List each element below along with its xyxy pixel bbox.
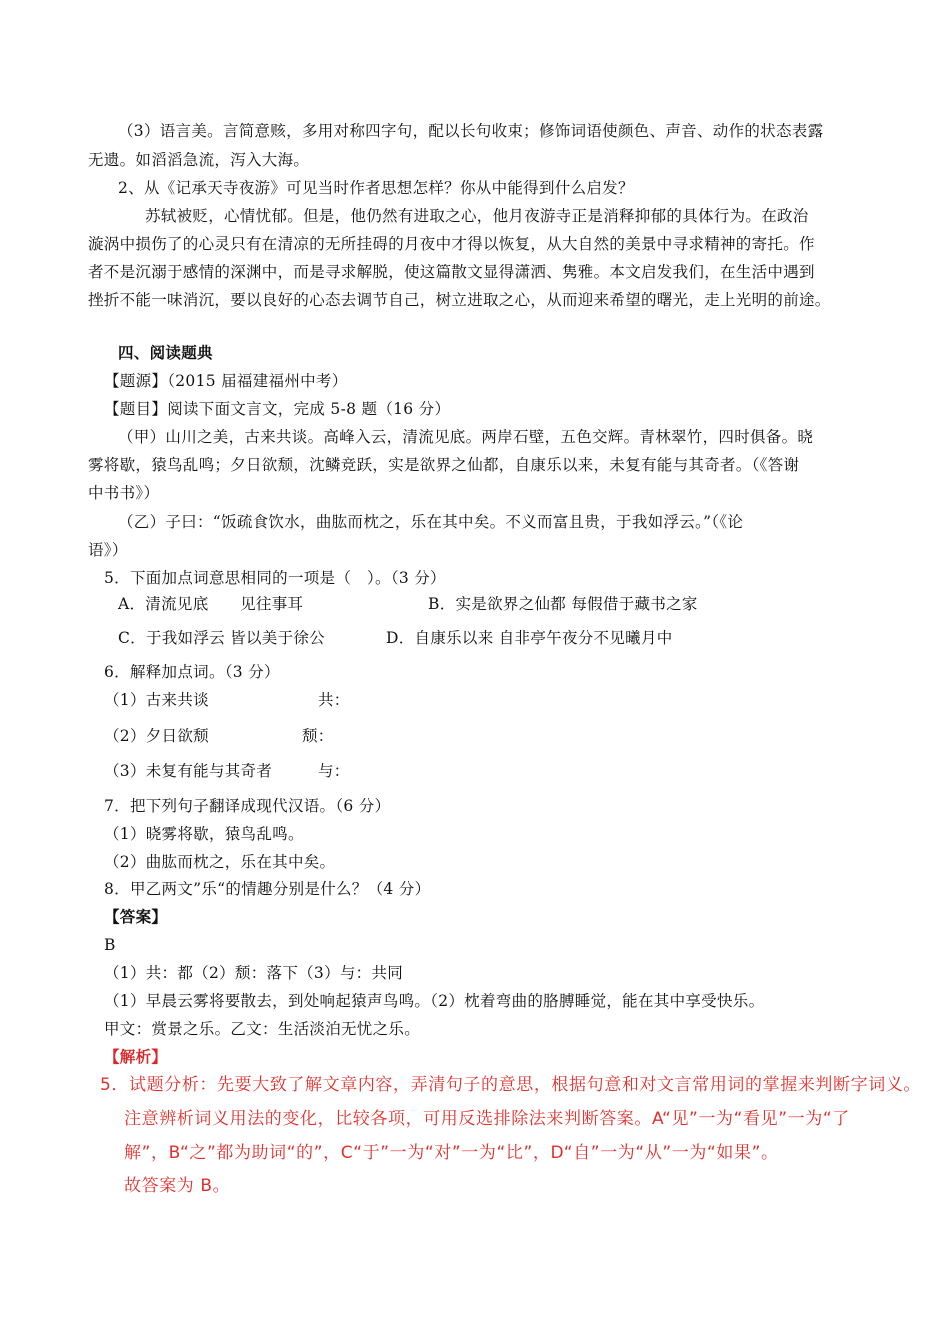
question-prompt: 【题目】阅读下面文言文，完成 5-8 题（16 分）: [104, 400, 451, 418]
analysis-line2: 注意辨析词义用法的变化，比较各项，可用反选排除法来判断答案。A“见”一为“看见”一为“了: [124, 1109, 850, 1129]
question-7-item1: （1）晓雾将歇，猿鸟乱鸣。: [104, 825, 304, 843]
analysis-heading: 【解析】: [104, 1048, 168, 1066]
question-5: 5．下面加点词意思相同的一项是（ ）。（3 分）: [104, 569, 446, 587]
answer-2-line2: 漩涡中损伤了的心灵只有在清凉的无所挂碍的月夜中才得以恢复，从大自然的美景中寻求精神的寄托。作: [88, 235, 815, 253]
question-5-option-d: D．自康乐以来 自非亭午夜分不见曦月中: [386, 629, 673, 647]
question-7-item2: （2）曲肱而枕之，乐在其中矣。: [104, 853, 336, 871]
question-6-item3-blank: 与：: [318, 762, 350, 780]
answer-2-line4: 挫折不能一味消沉，要以良好的心态去调节自己，树立进取之心，从而迎来希望的曙光，走上光明的前途。: [88, 291, 831, 309]
answer-2-line1: 苏轼被贬，心情忧郁。但是，他仍然有进取之心，他月夜游寺正是消释抑郁的具体行为。在政治: [145, 207, 809, 225]
question-6-item1-blank: 共：: [318, 691, 350, 709]
analysis-line1: 5．试题分析：先要大致了解文章内容，弄清句子的意思，根据句意和对文言常用词的掌握来判断字词义。: [100, 1075, 922, 1095]
answer-heading: 【答案】: [104, 907, 168, 926]
passage-yi-line2: 语》）: [88, 541, 128, 559]
question-6: 6．解释加点词。（3 分）: [104, 663, 280, 681]
passage-jia-line3: 中书书》）: [88, 484, 160, 502]
answer-8: 甲文：赏景之乐。乙文：生活淡泊无忧之乐。: [104, 1020, 421, 1038]
question-6-item1: （1）古来共谈: [104, 691, 209, 709]
item3-line2: 无遗。如滔滔急流，泻入大海。: [88, 151, 310, 169]
question-6-item2: （2）夕日欲颓: [104, 727, 209, 745]
question-5-option-c: C．于我如浮云 皆以美于徐公: [118, 629, 325, 647]
question-6-item2-blank: 颓：: [302, 727, 334, 745]
passage-jia-line2: 雾将歇，猿鸟乱鸣；夕日欲颓，沈鳞竞跃，实是欲界之仙都，自康乐以来，未复有能与其奇者。（《答谢: [88, 456, 800, 474]
answer-6: （1）共：都（2）颓：落下（3）与：共同: [104, 964, 404, 982]
passage-yi-line1: （乙）子曰：“饭疏食饮水，曲肱而枕之，乐在其中矣。不义而富且贵，于我如浮云。”（《论: [118, 513, 744, 531]
analysis-line4: 故答案为 B。: [124, 1176, 231, 1196]
question-5-option-a: A．清流见底 见往事耳: [118, 595, 304, 613]
section-heading: 四、阅读题典: [118, 343, 213, 362]
question-source: 【题源】（2015 届福建福州中考）: [104, 372, 348, 390]
question-2: 2、从《记承天寺夜游》可见当时作者思想怎样？你从中能得到什么启发？: [118, 179, 634, 197]
question-5-option-b: B．实是欲界之仙都 每假借于藏书之家: [428, 595, 698, 613]
question-6-item3: （3）未复有能与其奇者: [104, 762, 273, 780]
answer-7: （1）早晨云雾将要散去，到处响起猿声鸟鸣。（2）枕着弯曲的胳膊睡觉，能在其中享受快乐。: [104, 992, 765, 1010]
passage-jia-line1: （甲）山川之美，古来共谈。高峰入云，清流见底。两岸石壁，五色交辉。青林翠竹，四时俱备。晓: [118, 428, 814, 446]
item3-line1: （3）语言美。言简意赅，多用对称四字句，配以长句收束；修饰词语使颜色、声音、动作的状态表露: [118, 122, 824, 140]
question-7: 7．把下列句子翻译成现代汉语。（6 分）: [104, 797, 391, 815]
answer-2-line3: 者不是沉溺于感情的深渊中，而是寻求解脱，使这篇散文显得潇洒、隽雅。本文启发我们，在生活中遇到: [88, 263, 815, 281]
analysis-line3: 解”，B“之”都为助词“的”，C“于”一为“对”一为“比”，D“自”一为“从”一为“如果”。: [124, 1143, 779, 1163]
answer-5: B: [104, 936, 116, 954]
question-8: 8．甲乙两文”乐“的情趣分别是什么？（4 分）: [104, 880, 431, 898]
